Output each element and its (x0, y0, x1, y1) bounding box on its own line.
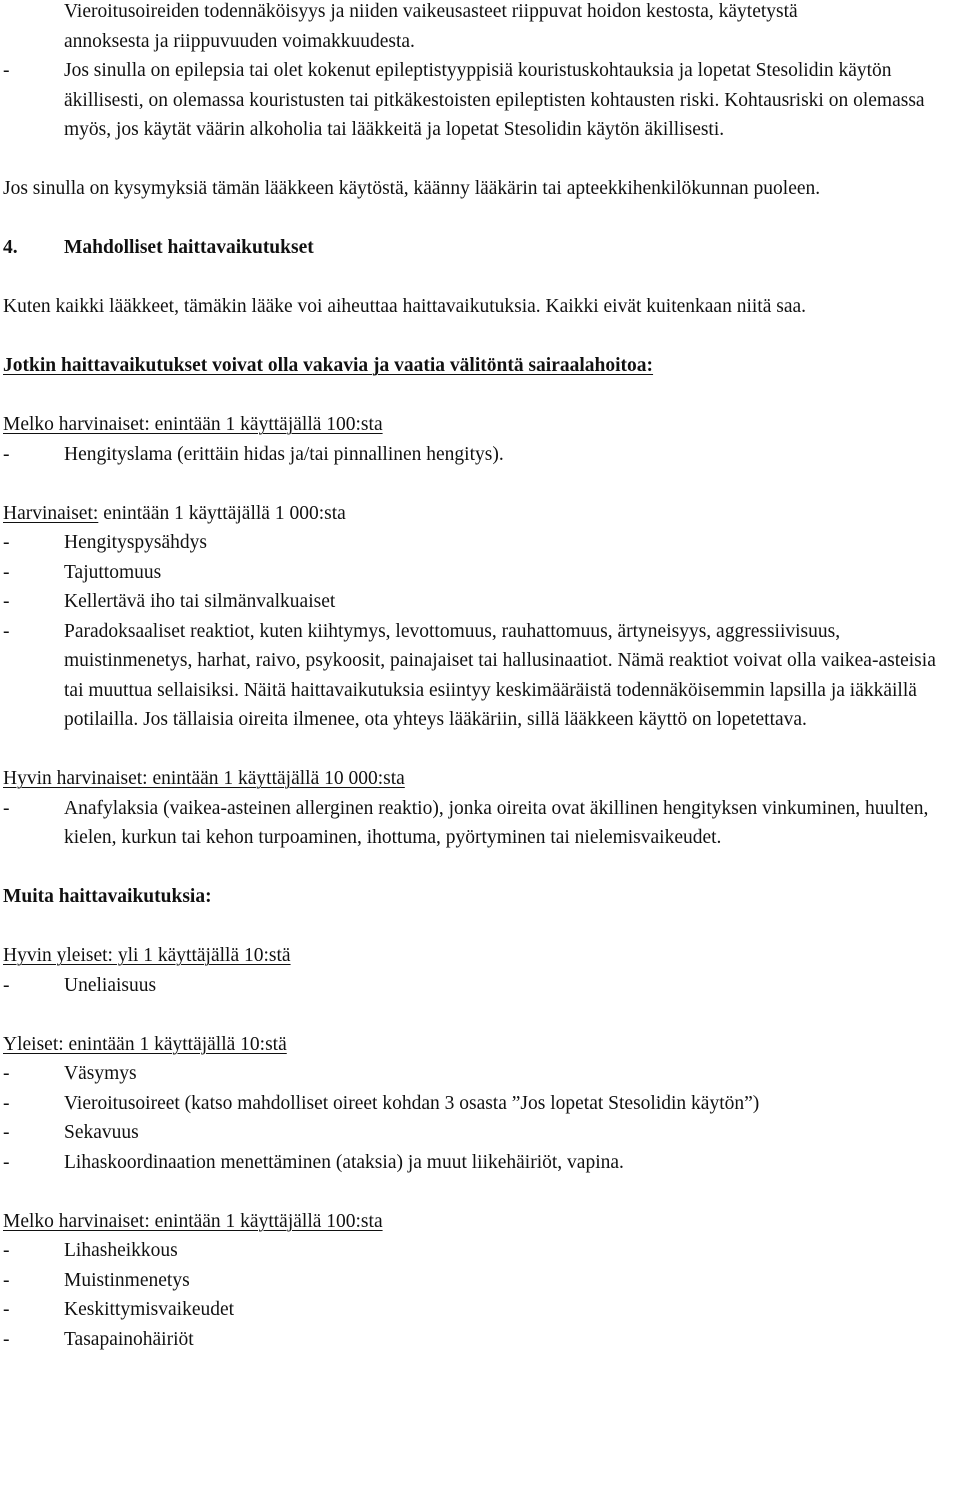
list-dash: - (3, 1299, 10, 1320)
other-uncommon-label: Melko harvinaiset: enintään 1 käyttäjällä 100:sta (3, 1210, 383, 1232)
serious-uncommon-list (0, 440, 960, 470)
list-dash: - (3, 1092, 10, 1114)
list-item-text: Hengityslama (erittäin hidas ja/tai pinnallinen hengitys). (64, 443, 504, 465)
serious-very-rare-list (0, 794, 960, 853)
list-item-text: Muistinmenetys (64, 1269, 190, 1291)
list-item (0, 1148, 954, 1178)
list-item-text: Sekavuus (64, 1122, 139, 1143)
list-item-text: Paradoksaaliset reaktiot, kuten kiihtymys, levottomuus, rauhattomuus, ärtyneisyys, aggressiivisuus, muistinmenetys, harhat, raivo, psykoosit, painajaiset tai hallusinaatiot. Nämä reaktiot voivat olla vaikea-asteisia tai muuttua sellaisiksi. Näitä haittavaikutuksia esiintyy keskimääräistä todennäköisemmin lapsilla ja iäkkäillä potilailla. Jos tällaisia oireita ilmenee, ota yhteys lääkäriin, sillä lääkkeen käyttö on lopetettava. (64, 620, 936, 730)
other-uncommon-list (0, 1236, 960, 1354)
list-item-text: Uneliaisuus (64, 974, 157, 996)
list-item (0, 971, 954, 1001)
list-dash: - (3, 532, 10, 553)
list-item-text: Hengityspysähdys (64, 532, 207, 553)
list-item (0, 440, 954, 470)
serious-heading: Jotkin haittavaikutukset voivat olla vakavia ja vaatia välitöntä sairaalahoitoa: (3, 355, 654, 376)
list-item-text: Tasapainohäiriöt (64, 1328, 194, 1350)
list-item-text: Väsymys (64, 1063, 137, 1084)
other-very-common-label: Hyvin yleiset: yli 1 käyttäjällä 10:stä (3, 945, 291, 966)
list-dash: - (3, 561, 10, 583)
list-item (0, 1236, 954, 1266)
list-item-text: Vieroitusoireet (katso mahdolliset oireet kohdan 3 osasta ”Jos lopetat Stesolidin käytön”) (64, 1092, 760, 1114)
list-item (0, 528, 954, 558)
list-item-text: Lihasheikkous (64, 1240, 178, 1261)
list-item (0, 1089, 954, 1119)
section-lead: Kuten kaikki lääkkeet, tämäkin lääke voi aiheuttaa haittavaikutuksia. Kaikki eivät kuitenkaan niitä saa. (3, 296, 807, 317)
questions-paragraph: Jos sinulla on kysymyksiä tämän lääkkeen käytöstä, käänny lääkärin tai apteekkihenkilökunnan puoleen. (3, 178, 821, 199)
list-dash: - (3, 797, 10, 819)
section-heading (3, 233, 953, 263)
list-item (0, 1295, 954, 1325)
list-item (0, 1325, 954, 1355)
list-item (0, 1118, 954, 1148)
section-title: Mahdolliset haittavaikutukset (64, 237, 314, 258)
list-dash: - (3, 1151, 10, 1173)
list-item (0, 587, 954, 617)
list-dash: - (3, 591, 10, 612)
list-item-text: Anafylaksia (vaikea-asteinen allerginen reaktio), jonka oireita ovat äkillinen hengityksen vinkuminen, huulten, kielen, kurkun tai kehon turpoaminen, ihottuma, pyörtyminen tai nielemisvaikeudet. (64, 797, 929, 848)
other-common-label: Yleiset: enintään 1 käyttäjällä 10:stä (3, 1033, 287, 1055)
list-dash: - (3, 620, 10, 642)
list-item (0, 1059, 954, 1089)
list-dash: - (3, 974, 10, 996)
other-heading: Muita haittavaikutuksia: (3, 886, 212, 907)
list-item-epilepsy: - Jos sinulla on epilepsia tai olet kokenut epileptistyyppisiä kouristuskohtauksia ja lopetat Stesolidin käytön äkillisesti, on olemassa kouristusten tai pitkäkestoisten epileptisten kohtausten riski. Kohtausriski on olemassa myös, jos käytät väärin alkoholia tai lääkkeitä ja lopetat Stesolidin käytön äkillisesti. (3, 60, 925, 140)
list-dash: - (3, 1122, 10, 1143)
serious-uncommon-label: Melko harvinaiset: enintään 1 käyttäjällä 100:sta (3, 414, 383, 435)
section-number: 4. (3, 237, 18, 258)
list-dash: - (3, 1063, 10, 1084)
serious-rare-label: Harvinaiset: enintään 1 käyttäjällä 1 000:sta (3, 502, 346, 524)
list-item-text: Keskittymisvaikeudet (64, 1299, 235, 1320)
serious-rare-list (0, 528, 960, 735)
continued-line-2: annoksesta ja riippuvuuden voimakkuudesta. (64, 30, 415, 52)
list-dash: - (3, 1269, 10, 1291)
list-item (0, 617, 954, 735)
list-dash: - (3, 1328, 10, 1350)
serious-very-rare-label: Hyvin harvinaiset: enintään 1 käyttäjällä 10 000:sta (3, 768, 405, 789)
list-item (0, 794, 954, 853)
continued-line-1: Vieroitusoireiden todennäköisyys ja niiden vaikeusasteet riippuvat hoidon kestosta, käytetystä (64, 1, 798, 22)
list-item-text: Tajuttomuus (64, 561, 162, 583)
list-item (0, 1266, 954, 1296)
list-item-text: Kellertävä iho tai silmänvalkuaiset (64, 591, 336, 612)
list-item (0, 558, 954, 588)
continued-text (0, 0, 959, 56)
other-very-common-list (0, 971, 960, 1001)
list-dash: - (3, 443, 10, 465)
list-item-text: Lihaskoordinaation menettäminen (ataksia) ja muut liikehäiriöt, vapina. (64, 1151, 624, 1173)
list-dash: - (3, 1240, 10, 1261)
other-common-list (0, 1059, 960, 1177)
